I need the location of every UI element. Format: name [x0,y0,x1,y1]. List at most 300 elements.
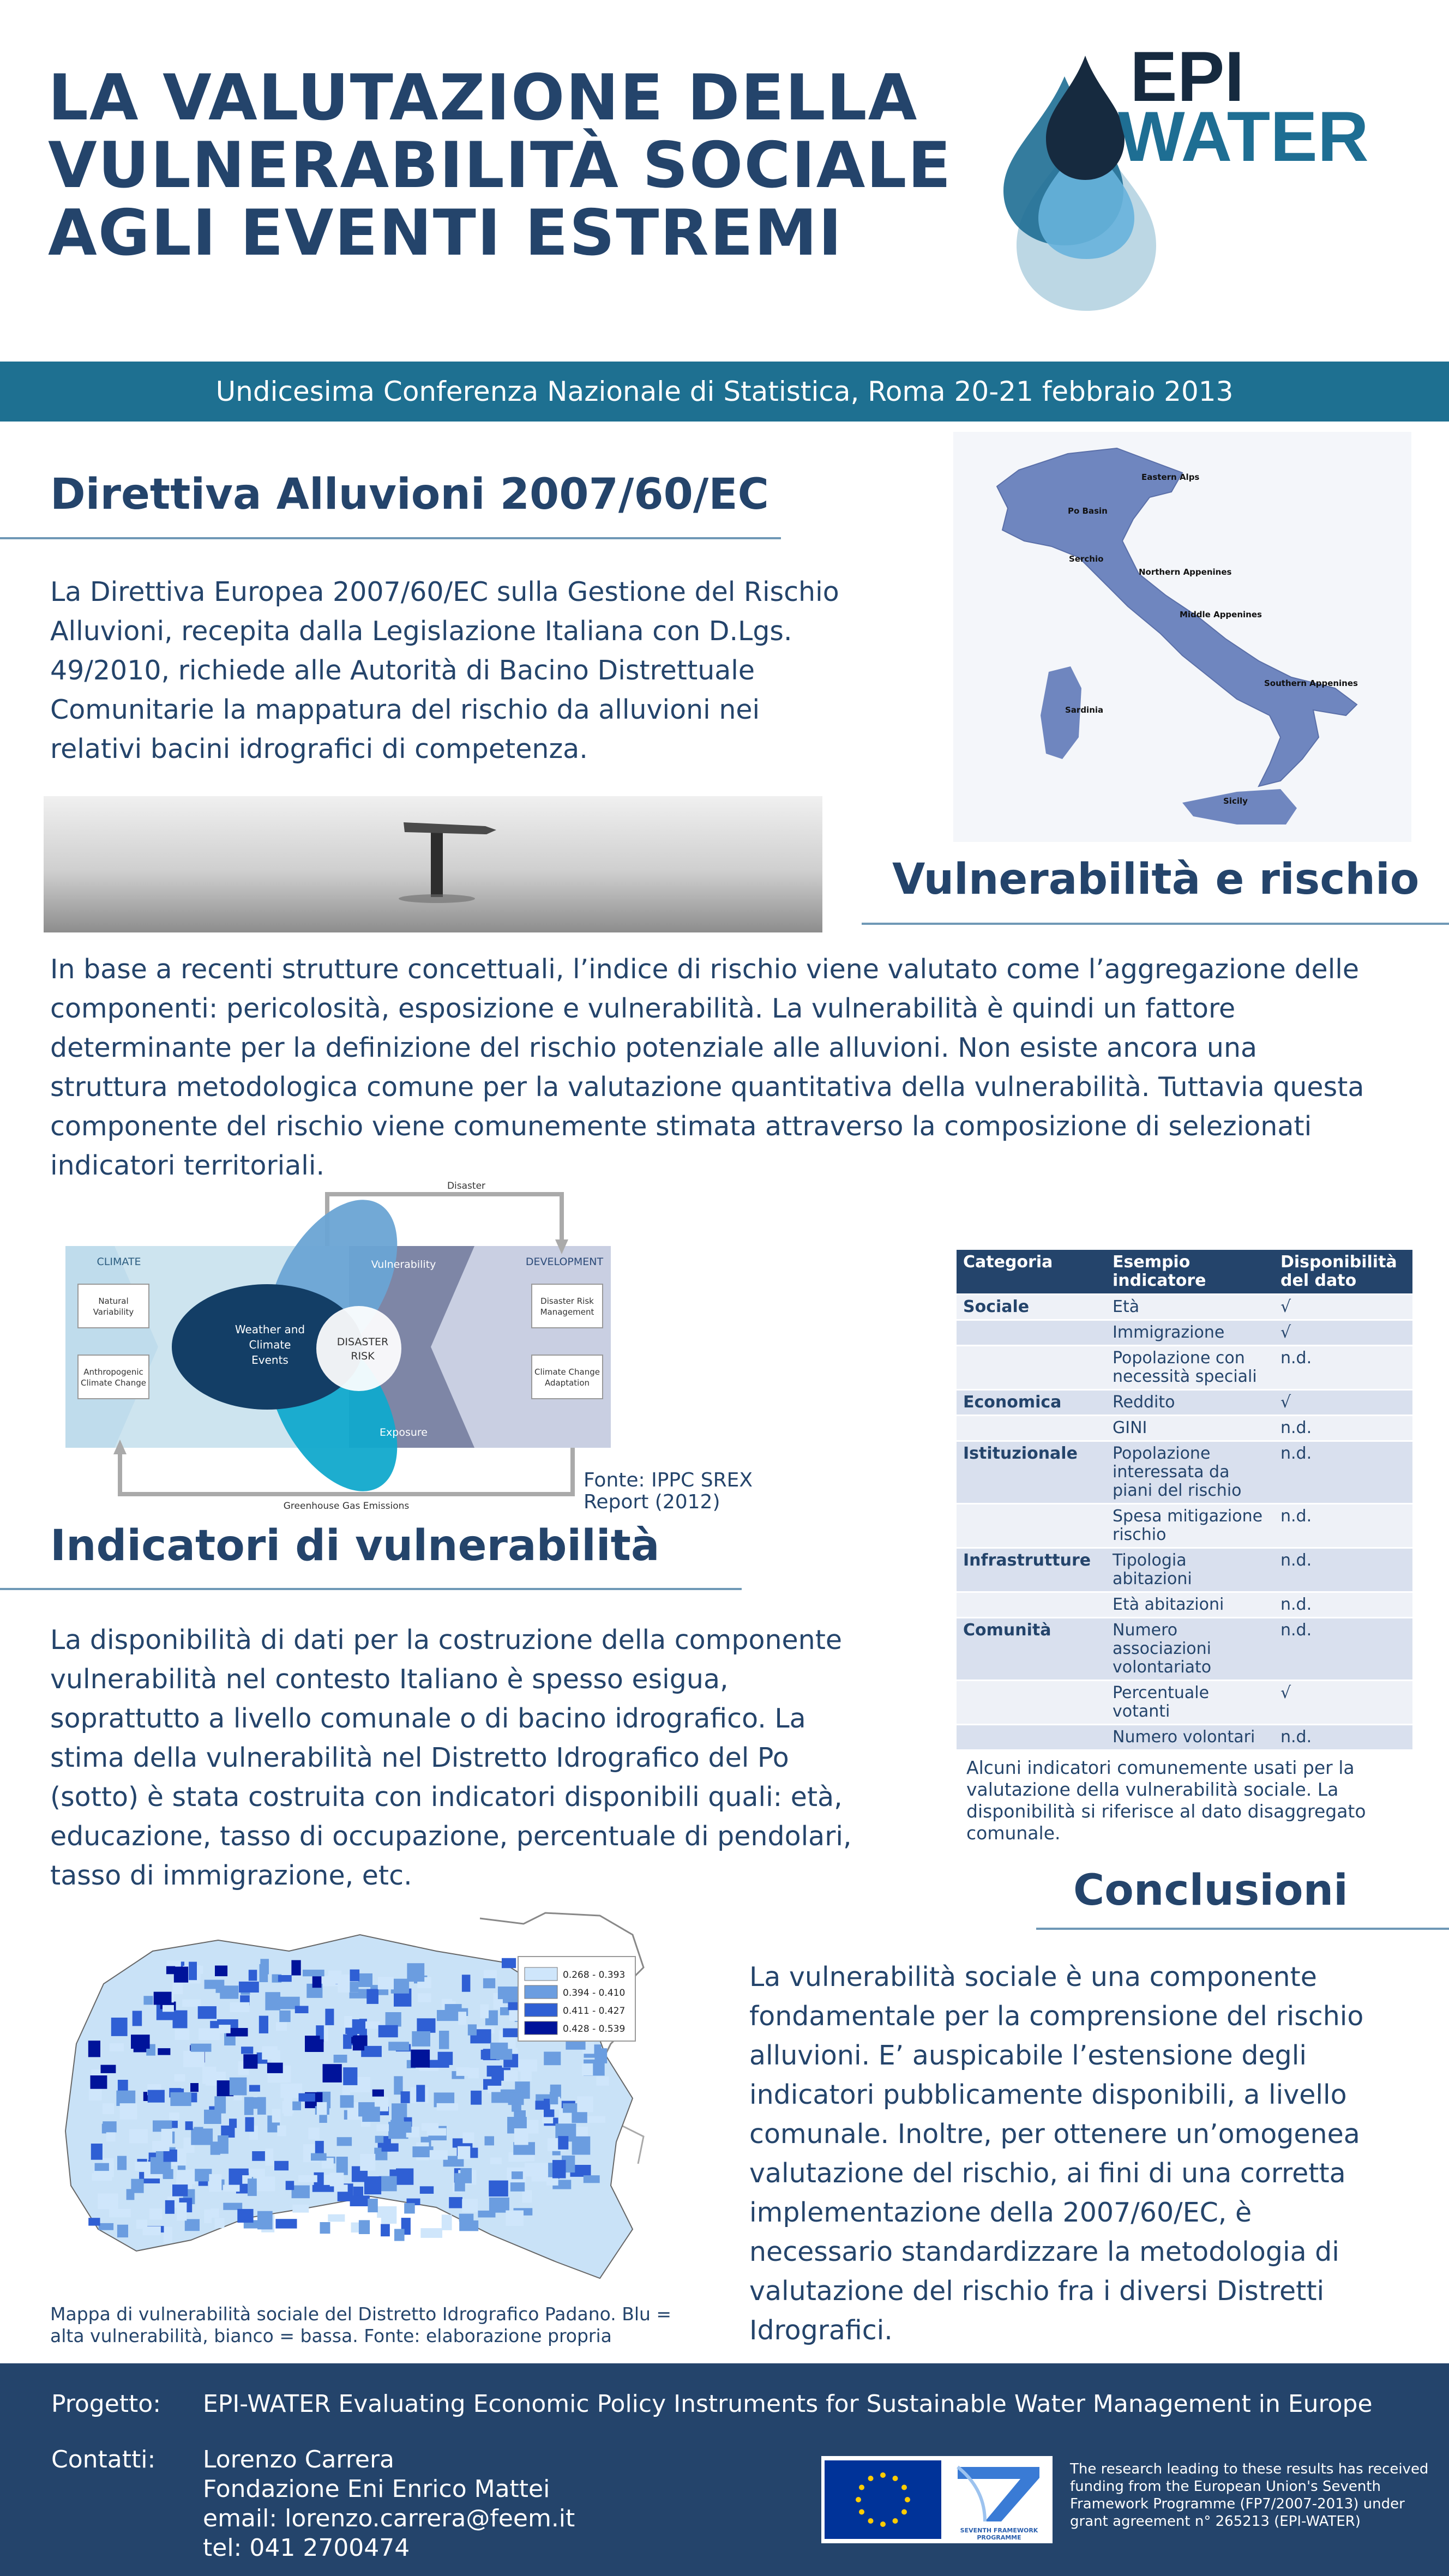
indicators-line: stima della vulnerabilità nel Distretto Idrografico del Po [50,1742,789,1773]
map-cell [257,2211,273,2230]
table-cell-category [957,1504,1106,1548]
map-cell [381,2224,390,2237]
map-cell [111,2018,128,2036]
map-cell [368,2199,378,2212]
map-cell [243,2054,257,2069]
map-cell [276,2022,287,2031]
table-header-example: Esempio indicatore [1106,1250,1274,1295]
table-row [957,1320,1412,1346]
indicator-table-wrapper [957,1250,1412,1844]
contact-email[interactable]: email: lorenzo.carrera@feem.it [203,2505,575,2532]
vulnerability-line: In base a recenti strutture concettuali, l’indice di rischio viene valutato come l’aggregazione delle [50,954,1360,985]
title-line-2: VULNERABILITÀ SOCIALE [48,129,952,202]
map-cell [149,2208,162,2219]
table-cell-indicator: Immigrazione [1106,1320,1274,1346]
map-cell [390,2120,404,2138]
map-cell [500,2007,509,2015]
contact-name: Lorenzo Carrera [203,2446,394,2473]
map-cell [88,2041,100,2057]
map-cell [411,2050,430,2068]
map-cell [89,2087,102,2100]
map-cell [317,2102,327,2115]
diagram-natural-label: Natural [98,1296,129,1306]
table-cell-indicator: Reddito [1106,1390,1274,1416]
indicator-table [957,1250,1412,1749]
poster-footer [0,2363,1449,2576]
table-cell-availability: n.d. [1274,1548,1412,1592]
map-cell [330,2172,344,2186]
map-cell [152,2141,170,2151]
map-cell [101,2065,116,2073]
map-cell [485,2136,495,2146]
map-cell [353,2036,364,2050]
map-cell [428,2060,449,2068]
map-cell [401,2091,410,2103]
map-cell [328,1971,341,1984]
map-cell [420,2186,434,2194]
map-cell [462,2199,478,2213]
map-cell [259,2016,268,2033]
map-cell [239,1982,259,1993]
map-cell [382,2144,399,2152]
map-cell [365,2021,380,2029]
table-cell-availability: n.d. [1274,1441,1412,1504]
table-cell-indicator: Popolazione interessata da piani del rischio [1106,1441,1274,1504]
map-cell [552,2160,566,2178]
eu-star-icon [893,2518,898,2524]
table-cell-category: Economica [957,1390,1106,1416]
fp7-label: SEVENTH FRAMEWORK [960,2527,1038,2534]
vulnerability-line: determinante per la definizione del rischio potenziale alle alluvioni. Non esiste ancora una [50,1032,1258,1063]
map-cell [343,2067,357,2085]
map-cell [456,2067,470,2076]
map-cell [220,1985,238,1999]
map-cell [460,2168,472,2183]
map-cell [350,1982,358,1993]
map-cell [154,1992,172,2005]
conclusions-line: valutazione del rischio, ai fini di una corretta [749,2158,1346,2189]
map-cell [266,2148,274,2166]
map-cell [183,2051,205,2067]
map-label-northern-appenines: Northern Appenines [1139,567,1232,577]
map-cell [336,2157,348,2175]
map-cell [376,2124,389,2131]
map-cell [117,2156,127,2170]
map-cell [360,2154,375,2171]
conference-text: Undicesima Conferenza Nazionale di Statistica, Roma 20-21 febbraio 2013 [215,376,1234,407]
map-cell [490,2158,502,2164]
diagram-vulnerability-label: Vulnerability [371,1259,436,1271]
map-cell [106,2132,116,2141]
table-cell-category [957,1346,1106,1390]
svg-text:Adaptation: Adaptation [544,1378,590,1388]
map-cell [439,2031,449,2049]
map-cell [219,2025,230,2033]
diagram-risk-label: DISASTER [336,1336,389,1348]
map-cell [175,2074,185,2082]
map-cell [506,2211,524,2226]
map-cell [165,2200,175,2214]
table-cell-indicator: Tipologia abitazioni [1106,1548,1274,1592]
disaster-risk-circle [316,1306,401,1391]
conclusions-line: alluvioni. E’ auspicabile l’estensione degli [749,2040,1307,2071]
vulnerability-heading: Vulnerabilità e rischio [892,855,1420,904]
funding-line: grant agreement n° 265213 (EPI-WATER) [1070,2513,1361,2530]
table-cell-availability: n.d. [1274,1725,1412,1750]
map-cell [323,2064,342,2083]
directive-heading: Direttiva Alluvioni 2007/60/EC [50,470,769,519]
map-cell [191,2128,213,2145]
table-caption [957,1757,1412,1844]
conclusions-line: comunale. Inoltre, per ottenere un’omogenea [749,2118,1360,2150]
map-cell [498,1987,519,1999]
map-cell [519,2060,537,2072]
map-cell [241,2047,253,2054]
directive-line: La Direttiva Europea 2007/60/EC sulla Gestione del Rischio [50,576,839,607]
legend-label: 0.268 - 0.393 [563,1970,626,1981]
map-cell [468,2024,477,2035]
directive-rule [0,537,781,539]
map-cell [483,1978,495,1988]
table-cell-indicator: Percentuale votanti [1106,1681,1274,1725]
footer-project-text: EPI-WATER Evaluating Economic Policy Instruments for Sustainable Water Management in Europe [203,2390,1373,2418]
diagram-development-label: DEVELOPMENT [525,1256,604,1268]
map-cell [163,2005,174,2012]
map-cell [303,1970,324,1976]
table-caption-line: comunale. [966,1822,1061,1844]
legend-swatch [525,1985,557,1999]
table-cell-indicator: Popolazione con necessità speciali [1106,1346,1274,1390]
map-cell [525,2163,542,2177]
indicators-line: vulnerabilità nel contesto Italiano è spesso esigua, [50,1664,729,1695]
eu-star-icon [880,2472,886,2478]
po-map-caption-line: Mappa di vulnerabilità sociale del Distretto Idrografico Padano. Blu = [50,2303,672,2325]
eu-star-icon [859,2509,864,2515]
footer-contacts-label: Contatti: [51,2446,156,2473]
diagram-source [584,1470,753,1513]
map-cell [489,2181,508,2197]
conclusions-line: Idrografici. [749,2315,893,2346]
table-cell-availability: n.d. [1274,1346,1412,1390]
map-cell [546,2177,558,2186]
map-cell [164,2227,172,2243]
eu-star-icon [893,2476,898,2481]
map-cell [177,2202,187,2220]
conclusions-line: necessario standardizzare la metodologia di [749,2236,1339,2267]
footer-project-label: Progetto: [51,2390,161,2418]
table-cell-availability: n.d. [1274,1592,1412,1618]
legend-swatch [525,2021,557,2035]
map-label-middle-appenines: Middle Appenines [1180,610,1262,619]
map-cell [430,2150,448,2160]
italy-districts-map [953,432,1411,842]
map-cell [189,1962,197,1981]
po-map-caption-line: alta vulnerabilità, bianco = bassa. Fonte: elaborazione propria [50,2325,612,2346]
map-cell [502,1958,516,1968]
map-cell [362,2106,380,2122]
vulnerability-line: struttura metodologica comune per la valutazione quantitativa della vulnerabilità. Tuttavia questa [50,1072,1364,1103]
indicators-line: (sotto) è stata costruita con indicatori disponibili quali: età, [50,1781,843,1813]
map-cell [378,2025,398,2037]
table-row [957,1548,1412,1592]
map-cell [230,2002,250,2012]
map-cell [344,2016,352,2028]
map-cell [148,2090,165,2103]
map-cell [586,2116,605,2123]
map-cell [223,2185,240,2192]
table-cell-availability: √ [1274,1320,1412,1346]
map-cell [164,2150,177,2162]
map-cell [265,1992,280,2010]
table-cell-availability: n.d. [1274,1416,1412,1441]
map-cell [158,2048,170,2055]
po-vulnerability-map [55,1902,709,2300]
funding-line: funding from the European Union's Seventh [1070,2478,1381,2495]
map-cell [337,2137,352,2146]
table-row [957,1295,1412,1320]
map-cell [522,2190,532,2203]
map-cell [417,2018,435,2033]
map-cell [504,2070,518,2081]
map-cell [249,1970,257,1981]
table-cell-indicator: Età [1106,1295,1274,1320]
table-body [957,1295,1412,1750]
map-cell [328,2214,345,2222]
map-cell [359,2220,370,2234]
diagram-ghg-label: Greenhouse Gas Emissions [283,1501,410,1512]
map-cell [418,1993,431,2002]
map-cell [462,2132,474,2143]
map-cell [117,2225,128,2237]
map-cell [386,2012,401,2027]
map-cell [172,2184,188,2196]
map-cell [120,2103,137,2120]
vulnerability-line: componenti: pericolosità, esposizione e vulnerabilità. La vulnerabilità è quindi un fattore [50,993,1236,1024]
indicators-rule [0,1588,742,1590]
eu-star-icon [901,2509,907,2515]
map-label-eastern-alps: Eastern Alps [1141,472,1200,482]
table-cell-category: Sociale [957,1295,1106,1320]
directive-paragraph [50,573,868,769]
table-row [957,1441,1412,1504]
flood-photo [44,796,822,932]
table-cell-category [957,1320,1106,1346]
map-cell [166,1966,175,1975]
funding-line: The research leading to these results has received [1070,2461,1429,2477]
footer-funding [1070,2460,1428,2530]
map-cell [190,2083,199,2092]
map-cell [420,2228,442,2238]
map-cell [597,2077,609,2086]
map-cell [292,2205,309,2213]
map-cell [375,2136,384,2143]
table-cell-category [957,1416,1106,1441]
table-cell-category [957,1725,1106,1750]
map-cell [442,2214,452,2230]
directive-line: Alluvioni, recepita dalla Legislazione Italiana con D.Lgs. [50,616,792,647]
diagram-source-line: Report (2012) [584,1491,720,1513]
table-row [957,1725,1412,1750]
map-label-serchio: Serchio [1069,554,1104,564]
table-cell-indicator: Età abitazioni [1106,1592,1274,1618]
conclusions-line: fondamentale per la comprensione del rischio [749,2001,1364,2032]
conclusions-paragraph [749,1958,1436,2350]
indicators-line: educazione, tasso di occupazione, percentuale di pendolari, [50,1821,852,1852]
map-cell [256,2176,275,2191]
po-map-caption [50,2303,671,2347]
map-cell [135,2162,153,2171]
map-cell [381,2206,396,2224]
svg-text:Events: Events [251,1353,288,1367]
map-cell [325,2009,334,2025]
footer-contacts [203,2445,575,2563]
map-cell [577,2096,593,2112]
map-cell [404,2203,415,2213]
table-header-availability: Disponibilità del dato [1274,1250,1412,1295]
title-line-1: LA VALUTAZIONE DELLA [48,61,918,135]
indicators-line: soprattutto a livello comunale o di bacino idrografico. La [50,1703,806,1734]
diagram-exposure-label: Exposure [380,1427,428,1439]
indicators-paragraph [50,1621,923,1895]
map-cell [298,2175,317,2182]
map-cell [98,2194,118,2210]
map-cell [92,2173,112,2181]
table-row [957,1346,1412,1390]
map-cell [292,2186,310,2199]
map-cell [223,2203,242,2210]
map-cell [110,2043,124,2051]
map-cell [279,2011,290,2022]
legend-label: 0.394 - 0.410 [563,1988,626,1999]
map-cell [334,2055,347,2063]
map-cell [177,2169,195,2184]
table-row [957,1416,1412,1441]
map-cell [412,2031,430,2047]
map-cell [204,2210,212,2223]
signpost-pole [431,826,443,897]
legend-swatch [525,2003,557,2017]
table-caption-line: valutazione della vulnerabilità sociale. La [966,1779,1339,1800]
table-cell-availability: √ [1274,1390,1412,1416]
map-cell [175,2029,190,2040]
map-cell [102,2124,112,2134]
map-cell [308,2128,320,2140]
map-cell [143,1996,153,2005]
eu-star-icon [868,2476,874,2481]
vulnerability-line: indicatori territoriali. [50,1150,325,1181]
eu-star-icon [859,2485,864,2490]
conclusions-line: La vulnerabilità sociale è una componente [749,1961,1317,1993]
map-cell [131,2035,150,2049]
map-cell [249,2085,260,2092]
conclusions-line: valutazione del rischio fra i diversi Distretti [749,2276,1325,2307]
table-cell-category [957,1681,1106,1725]
map-cell [286,2181,294,2190]
map-cell [350,1970,360,1982]
map-cell [416,2085,425,2102]
indicators-line: tasso di immigrazione, etc. [50,1860,412,1891]
map-cell [459,2214,474,2222]
map-cell [199,2028,220,2040]
map-cell [508,2093,524,2105]
map-cell [491,2092,509,2103]
contact-phone: tel: 041 2700474 [203,2534,410,2562]
conclusions-heading: Conclusioni [1073,1866,1348,1915]
map-cell [249,2169,264,2177]
map-cell [275,2219,297,2229]
contact-organization: Fondazione Eni Enrico Mattei [203,2475,550,2503]
table-cell-indicator: Numero volontari [1106,1725,1274,1750]
table-row [957,1504,1412,1548]
map-cell [462,1975,471,1991]
map-cell [274,2161,288,2171]
map-cell [364,2176,381,2194]
eu-star-icon [856,2497,861,2502]
map-label-po-basin: Po Basin [1068,506,1108,516]
eu-star-icon [880,2521,886,2527]
diagram-weather-label: Weather and [235,1323,305,1336]
directive-line: relativi bacini idrografici di competenza. [50,733,588,765]
table-row [957,1681,1412,1725]
map-cell [129,2129,148,2143]
table-cell-indicator: Spesa mitigazione rischio [1106,1504,1274,1548]
indicators-heading: Indicatori di vulnerabilità [50,1521,660,1570]
map-cell [582,2063,593,2075]
conclusions-line: indicatori pubblicamente disponibili, a livello [749,2079,1347,2110]
diagram-cca-label: Climate Change [534,1367,600,1377]
map-cell [378,1977,394,1989]
map-cell [244,2097,254,2115]
table-cell-category: Infrastrutture [957,1548,1106,1592]
map-cell [103,2103,114,2114]
eu-star-icon [868,2518,874,2524]
table-cell-category: Comunità [957,1618,1106,1681]
map-cell [237,2209,253,2223]
map-cell [136,2220,147,2229]
indicators-line: La disponibilità di dati per la costruzione della componente [50,1624,843,1656]
legend-swatch [525,1967,557,1981]
map-cell [133,2011,142,2026]
map-cell [379,2176,397,2192]
map-cell [558,2136,568,2150]
legend-label: 0.411 - 0.427 [563,2006,626,2017]
map-cell [204,2110,221,2124]
map-cell [262,2047,278,2060]
diagram-climate-label: CLIMATE [97,1256,141,1268]
table-cell-category: Istituzionale [957,1441,1106,1504]
table-cell-availability: n.d. [1274,1504,1412,1548]
svg-text:Climate Change: Climate Change [81,1378,146,1388]
svg-text:Variability: Variability [93,1307,134,1317]
table-row [957,1592,1412,1618]
map-cell [198,2006,217,2019]
epi-water-logo [1003,49,1396,322]
map-cell [458,2012,466,2025]
map-cell [458,2146,470,2159]
vulnerability-rule [862,923,1449,925]
map-cell [202,2067,216,2084]
map-cell [257,2097,266,2115]
vulnerability-paragraph [50,950,1424,1185]
funding-line: Framework Programme (FP7/2007-2013) under [1070,2496,1405,2512]
map-cell [277,2126,286,2136]
map-cell [169,2112,179,2120]
map-cell [544,2052,561,2066]
map-cell [245,2117,254,2132]
map-cell [182,2000,201,2007]
table-cell-category [957,1592,1106,1618]
map-cell [490,2043,508,2059]
